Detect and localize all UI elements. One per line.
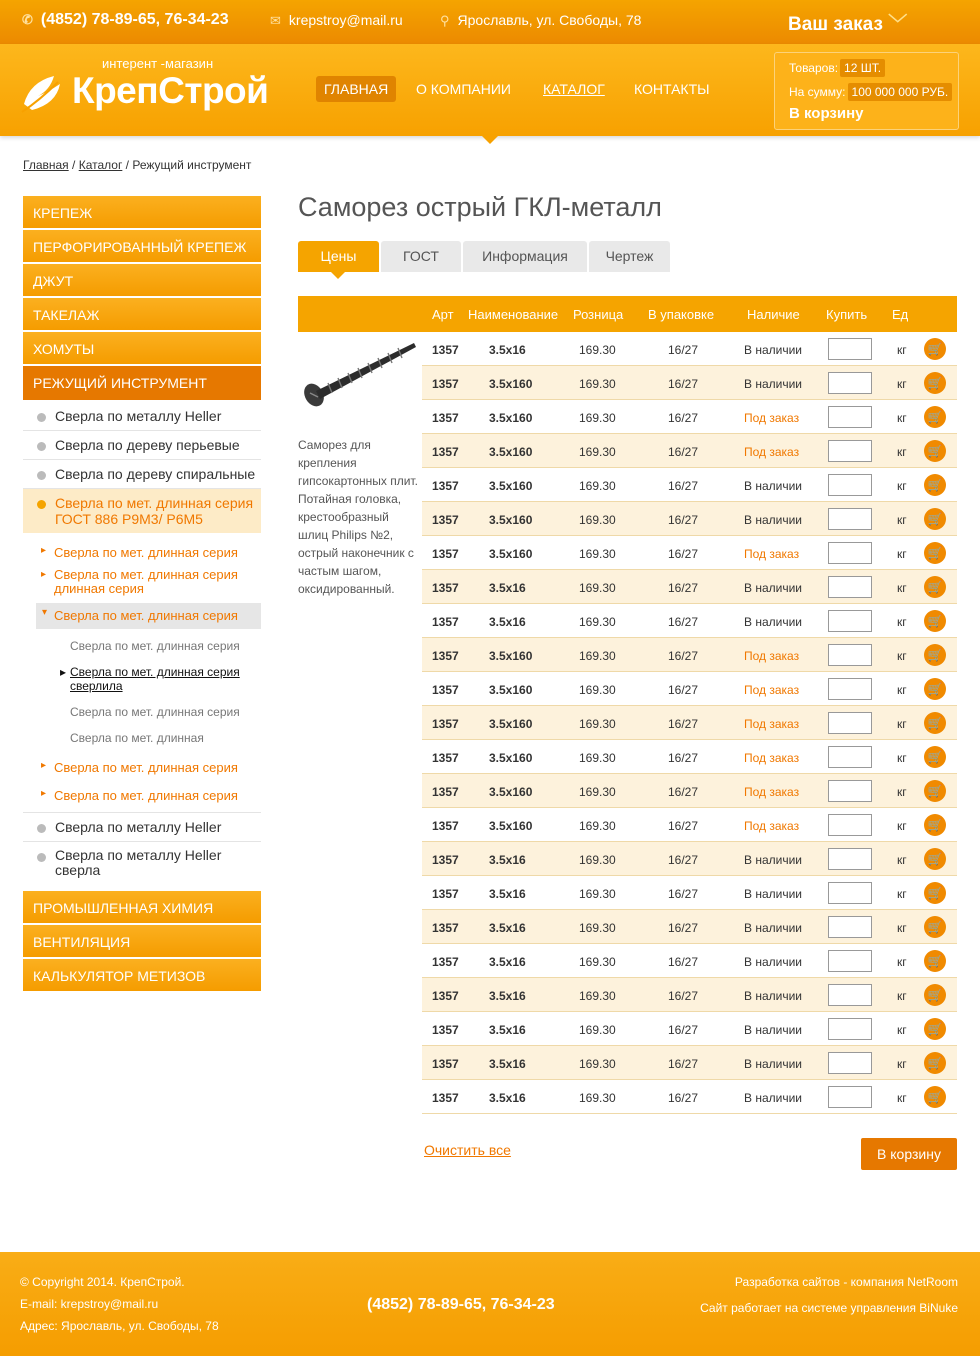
cart-icon[interactable]: 🛒	[924, 576, 946, 598]
price-table	[422, 332, 957, 1114]
quantity-input[interactable]	[828, 678, 872, 700]
quantity-input[interactable]	[828, 1086, 872, 1108]
sidebar-lvl3-item[interactable]: ▸ Сверла по мет. длинная серия длинная серия	[23, 564, 261, 600]
cell-price: 169.30	[579, 581, 616, 595]
col-header: Ед	[892, 307, 909, 322]
cell-art: 1357	[432, 1057, 459, 1071]
table-header	[298, 296, 957, 332]
quantity-input[interactable]	[828, 780, 872, 802]
cell-name: 3.5х16	[489, 615, 526, 629]
col-header: Наименование	[468, 307, 559, 322]
sidebar	[23, 196, 261, 993]
cell-art: 1357	[432, 377, 459, 391]
table-row	[422, 502, 957, 536]
cell-availability: В наличии	[744, 989, 803, 1003]
sidebar-subitem[interactable]: Сверла по дереву перьевые	[23, 431, 261, 460]
cell-art: 1357	[432, 683, 459, 697]
cell-name: 3.5х160	[489, 445, 533, 459]
cell-unit: кг	[897, 513, 907, 527]
cell-availability: Под заказ	[744, 683, 800, 697]
cell-price: 169.30	[579, 751, 616, 765]
cart-icon[interactable]: 🛒	[924, 542, 946, 564]
cart-icon[interactable]: 🛒	[924, 814, 946, 836]
cell-availability: Под заказ	[744, 445, 800, 459]
cart-icon[interactable]: 🛒	[924, 848, 946, 870]
cart-sum-value: 100 000 000 РУБ.	[848, 83, 953, 101]
breadcrumb-catalog[interactable]: Каталог	[78, 158, 123, 172]
cell-unit: кг	[897, 581, 907, 595]
cell-unit: кг	[897, 343, 907, 357]
header-address	[440, 12, 641, 29]
cart-items-value: 12 ШТ.	[840, 59, 885, 77]
cell-availability: В наличии	[744, 1023, 803, 1037]
cell-unit: кг	[897, 819, 907, 833]
cell-unit: кг	[897, 785, 907, 799]
table-row	[422, 842, 957, 876]
cell-unit: кг	[897, 683, 907, 697]
col-header: Наличие	[747, 307, 800, 322]
footer-email[interactable]: E-mail: krepstroy@mail.ru	[20, 1297, 159, 1311]
cell-unit: кг	[897, 887, 907, 901]
cell-availability: Под заказ	[744, 547, 800, 561]
table-row	[422, 1080, 957, 1114]
cell-name: 3.5х160	[489, 513, 533, 527]
cell-availability: В наличии	[744, 479, 803, 493]
cell-name: 3.5х16	[489, 853, 526, 867]
cell-unit: кг	[897, 615, 907, 629]
cell-unit: кг	[897, 411, 907, 425]
cart-icon[interactable]: 🛒	[924, 644, 946, 666]
sidebar-category-current[interactable]: РЕЖУЩИЙ ИНСТРУМЕНТ	[23, 366, 261, 400]
cell-name: 3.5х16	[489, 1023, 526, 1037]
tab-prices[interactable]: Цены	[298, 241, 379, 272]
nav-about[interactable]: О КОМПАНИИ	[416, 81, 511, 97]
table-row	[422, 706, 957, 740]
sidebar-category[interactable]: ХОМУТЫ	[23, 332, 261, 364]
nav-catalog[interactable]: КАТАЛОГ	[543, 81, 605, 97]
cell-availability: Под заказ	[744, 411, 800, 425]
cell-art: 1357	[432, 343, 459, 357]
mail-icon: ✉	[270, 13, 281, 28]
table-row	[422, 1046, 957, 1080]
table-row	[422, 978, 957, 1012]
quantity-input[interactable]	[828, 644, 872, 666]
cell-availability: Под заказ	[744, 785, 800, 799]
cell-pack: 16/27	[668, 445, 699, 459]
sidebar-category[interactable]: ПРОМЫШЛЕННАЯ ХИМИЯ	[23, 891, 261, 923]
cell-price: 169.30	[579, 547, 616, 561]
order-dropdown[interactable]	[788, 9, 907, 36]
col-header: Розница	[573, 307, 624, 322]
cart-icon[interactable]: 🛒	[924, 780, 946, 802]
cart-icon[interactable]: 🛒	[924, 882, 946, 904]
cell-price: 169.30	[579, 513, 616, 527]
cell-name: 3.5х160	[489, 717, 533, 731]
cell-availability: В наличии	[744, 1091, 803, 1105]
cell-unit: кг	[897, 547, 907, 561]
cart-icon[interactable]: 🛒	[924, 916, 946, 938]
cell-art: 1357	[432, 547, 459, 561]
cell-unit: кг	[897, 1091, 907, 1105]
cell-pack: 16/27	[668, 1091, 699, 1105]
tab-drawing[interactable]: Чертеж	[589, 241, 670, 272]
cart-icon[interactable]: 🛒	[924, 746, 946, 768]
sidebar-subitem[interactable]: Сверла по дереву спиральные	[23, 460, 261, 489]
sidebar-subitem[interactable]: Сверла по металлу Heller сверла	[23, 842, 261, 884]
table-row	[422, 638, 957, 672]
cell-pack: 16/27	[668, 955, 699, 969]
quantity-input[interactable]	[828, 1018, 872, 1040]
cell-price: 169.30	[579, 819, 616, 833]
cell-price: 169.30	[579, 411, 616, 425]
cart-icon[interactable]: 🛒	[924, 372, 946, 394]
sidebar-lvl4-item[interactable]: Сверла по мет. длинная серия	[70, 639, 240, 653]
cell-name: 3.5х16	[489, 581, 526, 595]
table-row	[422, 1012, 957, 1046]
cell-art: 1357	[432, 955, 459, 969]
cell-price: 169.30	[579, 1091, 616, 1105]
sidebar-subitem-open[interactable]: Сверла по мет. длинная серия ГОСТ 886 Р9М3/ Р6М5	[23, 489, 261, 533]
sidebar-subitem[interactable]: Сверла по металлу Heller	[23, 812, 261, 842]
cell-name: 3.5х16	[489, 343, 526, 357]
product-card	[298, 333, 422, 598]
cell-pack: 16/27	[668, 1023, 699, 1037]
table-row	[422, 468, 957, 502]
cell-art: 1357	[432, 513, 459, 527]
sidebar-lvl3-item[interactable]: ▸ Сверла по мет. длинная серия	[23, 784, 261, 807]
cell-art: 1357	[432, 411, 459, 425]
quantity-input[interactable]	[828, 712, 872, 734]
header-email[interactable]	[270, 12, 403, 29]
cell-price: 169.30	[579, 921, 616, 935]
sidebar-lvl3-open[interactable]: ▾ Сверла по мет. длинная серия	[36, 603, 261, 629]
cart-icon[interactable]: 🛒	[924, 474, 946, 496]
table-row	[422, 910, 957, 944]
footer-cms-link[interactable]: Сайт работает на системе управления BiNuke	[700, 1301, 958, 1315]
location-pin-icon: ⚲	[440, 13, 450, 28]
table-row	[422, 944, 957, 978]
cell-pack: 16/27	[668, 649, 699, 663]
cell-pack: 16/27	[668, 887, 699, 901]
cell-price: 169.30	[579, 377, 616, 391]
sidebar-lvl3-item[interactable]: ▸ Сверла по мет. длинная серия	[23, 756, 261, 779]
tab-info[interactable]: Информация	[463, 241, 587, 272]
cell-availability: В наличии	[744, 581, 803, 595]
table-row	[422, 332, 957, 366]
cell-unit: кг	[897, 1023, 907, 1037]
table-row	[422, 740, 957, 774]
cell-art: 1357	[432, 479, 459, 493]
cell-unit: кг	[897, 989, 907, 1003]
cell-availability: В наличии	[744, 377, 803, 391]
cell-pack: 16/27	[668, 377, 699, 391]
header	[0, 44, 980, 136]
nav-contacts[interactable]: КОНТАКТЫ	[634, 81, 710, 97]
logo-leaf-icon	[20, 74, 66, 116]
quantity-input[interactable]	[828, 1052, 872, 1074]
product-description: Саморез для крепления гипсокартонных плит. Потайная головка, крестообразный шлиц Philips №2, острый наконечник с частым шагом, оксидированный.	[298, 438, 418, 596]
cell-availability: Под заказ	[744, 751, 800, 765]
cell-art: 1357	[432, 785, 459, 799]
cell-unit: кг	[897, 717, 907, 731]
cell-pack: 16/27	[668, 1057, 699, 1071]
table-row	[422, 774, 957, 808]
cell-availability: В наличии	[744, 1057, 803, 1071]
cell-pack: 16/27	[668, 989, 699, 1003]
sidebar-category[interactable]: ДЖУТ	[23, 264, 261, 296]
col-header: Купить	[826, 307, 868, 322]
top-bar	[0, 0, 980, 44]
quantity-input[interactable]	[828, 406, 872, 428]
quantity-input[interactable]	[828, 950, 872, 972]
cell-art: 1357	[432, 717, 459, 731]
cell-price: 169.30	[579, 615, 616, 629]
cell-name: 3.5х160	[489, 819, 533, 833]
tab-pointer	[331, 272, 345, 279]
cell-unit: кг	[897, 751, 907, 765]
cell-availability: В наличии	[744, 921, 803, 935]
cell-art: 1357	[432, 1023, 459, 1037]
phone-icon: ✆	[22, 12, 33, 27]
order-title: Ваш заказ	[788, 14, 883, 35]
cell-art: 1357	[432, 649, 459, 663]
cell-name: 3.5х160	[489, 411, 533, 425]
cart-items-label: Товаров:	[789, 61, 839, 75]
quantity-input[interactable]	[828, 984, 872, 1006]
table-row	[422, 570, 957, 604]
sidebar-category[interactable]: ПЕРФОРИРОВАННЫЙ КРЕПЕЖ	[23, 230, 261, 262]
footer-dev-link[interactable]: Разработка сайтов - компания NetRoom	[734, 1275, 958, 1289]
cell-name: 3.5х16	[489, 887, 526, 901]
cart-icon[interactable]: 🛒	[924, 406, 946, 428]
cell-name: 3.5х160	[489, 479, 533, 493]
cell-art: 1357	[432, 887, 459, 901]
cell-price: 169.30	[579, 1023, 616, 1037]
cart-icon[interactable]: 🛒	[924, 508, 946, 530]
cell-name: 3.5х16	[489, 1091, 526, 1105]
cell-pack: 16/27	[668, 785, 699, 799]
add-to-cart-button[interactable]: В корзину	[861, 1138, 957, 1170]
cell-price: 169.30	[579, 785, 616, 799]
cell-availability: В наличии	[744, 887, 803, 901]
cell-pack: 16/27	[668, 921, 699, 935]
cell-pack: 16/27	[668, 581, 699, 595]
cart-icon[interactable]: 🛒	[924, 984, 946, 1006]
cell-unit: кг	[897, 955, 907, 969]
quantity-input[interactable]	[828, 746, 872, 768]
sidebar-category[interactable]: ТАКЕЛАЖ	[23, 298, 261, 330]
cell-availability: Под заказ	[744, 819, 800, 833]
screw-image	[298, 333, 422, 423]
cell-pack: 16/27	[668, 751, 699, 765]
cell-price: 169.30	[579, 717, 616, 731]
header-phone-text: (4852) 78-89-65, 76-34-23	[40, 11, 229, 28]
cart-icon[interactable]: 🛒	[924, 950, 946, 972]
cart-icon[interactable]: 🛒	[924, 338, 946, 360]
quantity-input[interactable]	[828, 508, 872, 530]
sidebar-category[interactable]: КАЛЬКУЛЯТОР МЕТИЗОВ	[23, 959, 261, 991]
cell-price: 169.30	[579, 683, 616, 697]
cell-price: 169.30	[579, 989, 616, 1003]
cell-pack: 16/27	[668, 513, 699, 527]
cell-availability: В наличии	[744, 853, 803, 867]
col-header: Арт	[432, 307, 454, 322]
quantity-input[interactable]	[828, 440, 872, 462]
cell-art: 1357	[432, 445, 459, 459]
quantity-input[interactable]	[828, 576, 872, 598]
cell-pack: 16/27	[668, 717, 699, 731]
footer-address: Адрес: Ярославль, ул. Свободы, 78	[20, 1319, 219, 1333]
cell-price: 169.30	[579, 445, 616, 459]
cell-name: 3.5х160	[489, 751, 533, 765]
cell-art: 1357	[432, 615, 459, 629]
quantity-input[interactable]	[828, 848, 872, 870]
cell-unit: кг	[897, 445, 907, 459]
footer-phone[interactable]: (4852) 78-89-65, 76-34-23	[367, 1296, 555, 1313]
sidebar-category[interactable]: КРЕПЕЖ	[23, 196, 261, 228]
cell-art: 1357	[432, 819, 459, 833]
quantity-input[interactable]	[828, 916, 872, 938]
cell-price: 169.30	[579, 853, 616, 867]
sidebar-lvl3-item[interactable]: ▸ Сверла по мет. длинная серия	[23, 541, 261, 564]
cell-price: 169.30	[579, 887, 616, 901]
cell-availability: В наличии	[744, 955, 803, 969]
cell-art: 1357	[432, 853, 459, 867]
logo-name: КрепСтрой	[72, 70, 269, 111]
cell-pack: 16/27	[668, 853, 699, 867]
table-row	[422, 672, 957, 706]
cell-pack: 16/27	[668, 615, 699, 629]
breadcrumb-current: Режущий инструмент	[132, 158, 252, 172]
cart-icon[interactable]: 🛒	[924, 1052, 946, 1074]
cell-name: 3.5х160	[489, 683, 533, 697]
cell-availability: В наличии	[744, 513, 803, 527]
cell-name: 3.5х16	[489, 989, 526, 1003]
quantity-input[interactable]	[828, 610, 872, 632]
page-title: Саморез острый ГКЛ-металл	[298, 192, 662, 222]
table-row	[422, 536, 957, 570]
quantity-input[interactable]	[828, 542, 872, 564]
cart-summary	[774, 52, 959, 130]
cell-unit: кг	[897, 921, 907, 935]
footer-copyright: © Copyright 2014. КрепСтрой.	[20, 1275, 185, 1289]
quantity-input[interactable]	[828, 474, 872, 496]
cart-icon[interactable]: 🛒	[924, 678, 946, 700]
cell-art: 1357	[432, 751, 459, 765]
cart-items-row	[789, 61, 885, 75]
cell-name: 3.5х16	[489, 955, 526, 969]
cell-pack: 16/27	[668, 819, 699, 833]
cell-unit: кг	[897, 853, 907, 867]
tab-gost[interactable]: ГОСТ	[381, 241, 461, 272]
cell-pack: 16/27	[668, 411, 699, 425]
header-address-text: Ярославль, ул. Свободы, 78	[457, 12, 642, 28]
header-email-text: krepstroy@mail.ru	[288, 12, 403, 28]
cell-unit: кг	[897, 377, 907, 391]
breadcrumb-home[interactable]: Главная	[23, 158, 69, 172]
cell-price: 169.30	[579, 955, 616, 969]
cell-name: 3.5х16	[489, 921, 526, 935]
cell-art: 1357	[432, 921, 459, 935]
logo-tagline: интерент -магазин	[102, 56, 214, 71]
cart-link[interactable]: В корзину	[789, 105, 864, 122]
cell-name: 3.5х160	[489, 785, 533, 799]
sidebar-lvl4-current[interactable]: ▸ Сверла по мет. длинная серия сверлила	[23, 662, 261, 696]
cell-name: 3.5х160	[489, 377, 533, 391]
table-row	[422, 604, 957, 638]
cart-sum-label: На сумму:	[789, 85, 846, 99]
cell-pack: 16/27	[668, 547, 699, 561]
table-row	[422, 808, 957, 842]
table-row	[422, 400, 957, 434]
sidebar-lvl4-item[interactable]: Сверла по мет. длинная	[70, 731, 204, 745]
cell-art: 1357	[432, 989, 459, 1003]
cell-unit: кг	[897, 649, 907, 663]
nav-home[interactable]: ГЛАВНАЯ	[316, 76, 396, 102]
table-row	[422, 876, 957, 910]
table-row	[422, 434, 957, 468]
col-header: В упаковке	[648, 307, 715, 322]
cart-icon[interactable]: 🛒	[924, 1086, 946, 1108]
cell-art: 1357	[432, 1091, 459, 1105]
cell-price: 169.30	[579, 649, 616, 663]
quantity-input[interactable]	[828, 814, 872, 836]
cell-pack: 16/27	[668, 683, 699, 697]
header-phone[interactable]	[22, 11, 229, 29]
cell-name: 3.5х160	[489, 547, 533, 561]
cell-availability: В наличии	[744, 615, 803, 629]
cell-pack: 16/27	[668, 343, 699, 357]
cell-name: 3.5х16	[489, 1057, 526, 1071]
cart-icon[interactable]: 🛒	[924, 440, 946, 462]
quantity-input[interactable]	[828, 372, 872, 394]
cell-name: 3.5х160	[489, 649, 533, 663]
quantity-input[interactable]	[828, 882, 872, 904]
clear-all-link[interactable]: Очистить все	[424, 1142, 511, 1158]
nav-pointer	[482, 136, 498, 144]
chevron-down-icon: ﹀	[888, 14, 908, 35]
cart-sum-row	[789, 85, 952, 99]
cell-unit: кг	[897, 479, 907, 493]
cell-price: 169.30	[579, 343, 616, 357]
cell-price: 169.30	[579, 479, 616, 493]
sidebar-lvl4-item[interactable]: Сверла по мет. длинная серия	[70, 705, 240, 719]
cell-availability: Под заказ	[744, 649, 800, 663]
table-row	[422, 366, 957, 400]
quantity-input[interactable]	[828, 338, 872, 360]
breadcrumb: Главная / Каталог / Режущий инструмент	[23, 158, 252, 172]
cart-icon[interactable]: 🛒	[924, 610, 946, 632]
cart-icon[interactable]: 🛒	[924, 712, 946, 734]
sidebar-category[interactable]: ВЕНТИЛЯЦИЯ	[23, 925, 261, 957]
cell-art: 1357	[432, 581, 459, 595]
cell-pack: 16/27	[668, 479, 699, 493]
cell-unit: кг	[897, 1057, 907, 1071]
cell-availability: Под заказ	[744, 717, 800, 731]
cart-icon[interactable]: 🛒	[924, 1018, 946, 1040]
sidebar-subitem[interactable]: Сверла по металлу Heller	[23, 402, 261, 431]
footer	[0, 1252, 980, 1356]
cell-availability: В наличии	[744, 343, 803, 357]
cell-price: 169.30	[579, 1057, 616, 1071]
